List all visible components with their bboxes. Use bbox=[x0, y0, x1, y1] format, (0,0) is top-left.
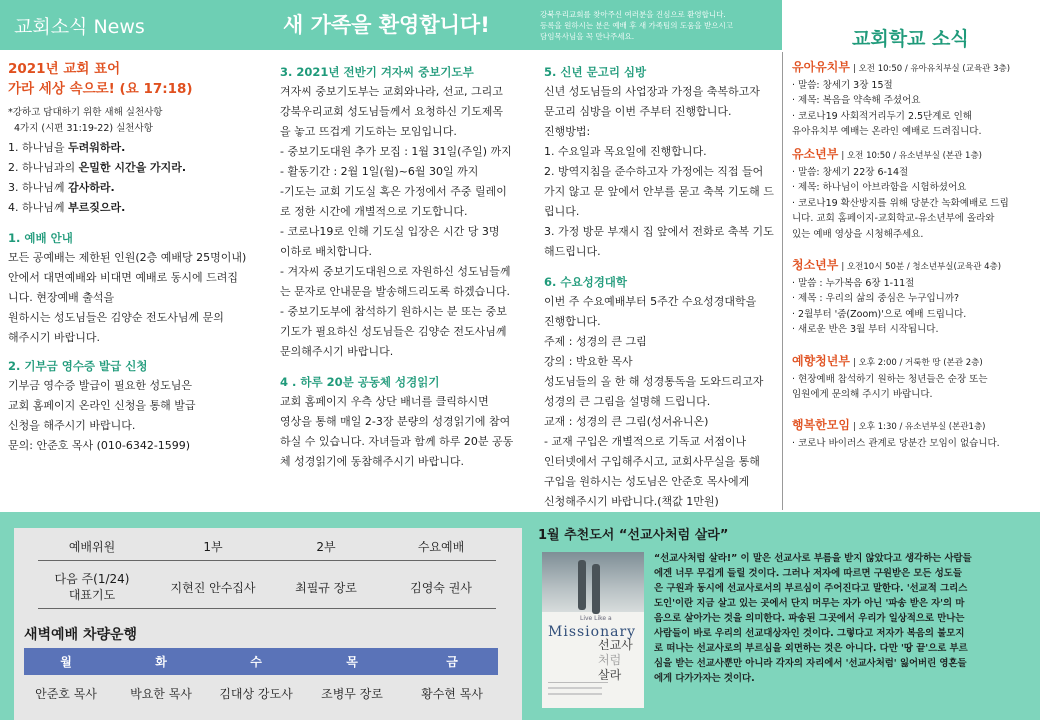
donation-receipt-title: 2. 기부금 영수증 발급 신청 bbox=[8, 359, 148, 373]
bible-college-line: 진행합니다. bbox=[544, 315, 601, 328]
dept-line: 니다. 교회 홈페이지-교회학교-유소년부에 올라와 bbox=[792, 213, 995, 225]
intercession-line: 는 문자로 안내문을 발송해드리도록 하겠습니다. bbox=[280, 285, 511, 298]
intercession-line: - 중보기도대원 추가 모집 : 1월 31일(주일) 까지 bbox=[280, 145, 512, 158]
dept-line: · 말씀: 창세기 22장 6-14절 bbox=[792, 166, 909, 178]
car-driver: 박요한 목사 bbox=[130, 687, 192, 701]
schedule-cell: 김영숙 권사 bbox=[410, 581, 472, 595]
car-driver: 황수현 목사 bbox=[421, 687, 483, 701]
car-driver: 김대상 강도사 bbox=[219, 687, 293, 701]
bible-college-line: 신청해주시기 바랍니다.(책값 1만원) bbox=[544, 495, 719, 508]
new-year-visit-line: 1. 수요일과 목요일에 진행합니다. bbox=[544, 145, 707, 158]
car-day: 화 bbox=[155, 655, 167, 669]
dept-line: · 새로운 반은 3월 부터 시작됩니다. bbox=[792, 324, 939, 336]
book-text-line: 로 떠나는 선교사로의 부르심을 외면하는 것은 아니다. 다만 '땅 끝'으로 부르 bbox=[654, 643, 968, 654]
dept-line: · 제목: 복음을 약속해 주셨어요 bbox=[792, 95, 921, 107]
dept-name: 예향청년부 bbox=[792, 354, 850, 368]
schedule-header bbox=[14, 538, 522, 556]
intercession-line: - 겨자씨 중보기도대원으로 자원하신 성도님들께 bbox=[280, 265, 511, 278]
schedule-cell: 지현진 안수집사 bbox=[170, 581, 256, 595]
cover-figure bbox=[592, 564, 600, 614]
dawn-car-title: 새벽예배 차량운행 bbox=[24, 627, 138, 643]
dept-line: · 코로나19 사회적거리두기 2.5단계로 인해 bbox=[792, 110, 972, 122]
book-text-line: 에겐 너무 무겁게 들릴 것이다. 그러나 저자에 따르면 구원받은 모든 성도들 bbox=[654, 568, 962, 579]
new-year-visit-line: 진행방법: bbox=[544, 125, 591, 138]
dept-name: 행복한모임 bbox=[792, 418, 850, 432]
dept-line: · 말씀: 창세기 3장 15절 bbox=[792, 79, 893, 91]
school-kindergarten bbox=[792, 60, 1040, 140]
column-3 bbox=[544, 62, 780, 512]
dept-line: 임원에게 문의해 주시기 바랍니다. bbox=[792, 389, 933, 401]
intercession-line: -기도는 교회 기도실 혹은 가정에서 주중 릴레이 bbox=[280, 185, 507, 198]
schedule-header-cell: 1부 bbox=[203, 540, 223, 554]
cover-footer bbox=[548, 682, 608, 700]
intercession-line: 을 놓고 뜨겁게 기도하는 모임입니다. bbox=[280, 125, 457, 138]
car-driver: 조병무 장로 bbox=[321, 687, 383, 701]
intercession-line: 기도가 필요하신 성도님들은 김양순 전도사님께 bbox=[280, 325, 507, 338]
worship-guide-title: 1. 예배 안내 bbox=[8, 231, 73, 245]
dept-meta: | 오전10시 50분 / 청소년부실(교육관 4층) bbox=[841, 262, 1002, 272]
dept-meta: | 오후 1:30 / 유소년부실 (본관1층) bbox=[853, 422, 986, 432]
bible-reading-line: 하실 수 있습니다. 자녀들과 함께 하루 20분 공동 bbox=[280, 435, 514, 448]
bible-college-line: 성경의 큰 그림을 설명해 드립니다. bbox=[544, 395, 711, 408]
dept-line: 유아유치부 예배는 온라인 예배로 드려집니다. bbox=[792, 126, 982, 138]
bible-reading-line: 체 성경읽기에 동참해주시기 바랍니다. bbox=[280, 455, 465, 468]
bible-college-line: 강의 : 박요한 목사 bbox=[544, 355, 633, 368]
school-teens bbox=[792, 258, 1040, 338]
car-day: 월 bbox=[60, 655, 72, 669]
book-text-line: 음으로 살아가는 것을 의미한다. 파송된 그곳에서 우리가 일상적으로 만나는 bbox=[654, 613, 965, 624]
bible-college-line: 주제 : 성경의 큰 그림 bbox=[544, 335, 647, 348]
worship-guide-line: 모든 공예배는 제한된 인원(2층 예배당 25명이내) bbox=[8, 251, 247, 264]
bible-college-line: 구입을 원하시는 성도님은 안준호 목사에게 bbox=[544, 475, 750, 488]
dept-line: 있는 예배 영상을 시청해주세요. bbox=[792, 228, 924, 240]
book-text-line: “선교사처럼 살라!” 이 말은 선교사로 부름을 받지 않았다고 생각하는 사람들 bbox=[654, 553, 972, 564]
welcome-title: 새 가족을 환영합니다! bbox=[283, 13, 490, 37]
dept-line: · 제목: 하나님이 아브라함을 시험하셨어요 bbox=[792, 182, 967, 194]
book-text-line: 사람들이 바로 우리의 선교대상자인 것이다. 그렇다고 저자가 복음의 불모지 bbox=[654, 628, 965, 639]
practice-note: *강하고 담대하기 위한 새해 실천사항 bbox=[8, 107, 163, 118]
schedule-header-cell: 2부 bbox=[316, 540, 336, 554]
schedule-row-label: 다음 주(1/24) 대표기도 bbox=[54, 572, 130, 602]
dept-line: · 코로나19 확산방지를 위해 당분간 녹화예배로 드립 bbox=[792, 197, 1009, 209]
bible-college-line: 성도님들의 올 한 해 성경통독을 도와드리고자 bbox=[544, 375, 764, 388]
practice-item: 3. 하나님께 감사하라. bbox=[8, 181, 115, 194]
donation-receipt-line: 문의: 안준호 목사 (010-6342-1599) bbox=[8, 439, 191, 452]
car-day: 금 bbox=[446, 655, 458, 669]
intercession-line: 로 정한 시간에 개별적으로 기도합니다. bbox=[280, 205, 468, 218]
new-year-visit-line: 2. 방역지침을 준수하고자 가정에는 직접 들어 bbox=[544, 165, 764, 178]
bible-reading-title: 4 . 하루 20분 공동체 성경읽기 bbox=[280, 375, 440, 389]
intercession-line: - 활동기간 : 2월 1일(월)~6월 30일 까지 bbox=[280, 165, 479, 178]
school-youth bbox=[792, 147, 1040, 243]
column-2 bbox=[280, 62, 534, 472]
dept-meta: | 오전 10:50 / 유소년부실 (본관 1층) bbox=[841, 151, 982, 161]
book-cover-image bbox=[542, 552, 644, 708]
practice-item: 2. 하나님과의 은밀한 시간을 가지라. bbox=[8, 161, 187, 174]
motto-text: 가라 세상 속으로! (요 17:18) bbox=[8, 81, 193, 97]
bible-college-line: - 교재 구입은 개별적으로 기독교 서점이나 bbox=[544, 435, 747, 448]
intercession-line: 겨자씨 중보기도부는 교회와나라, 선교, 그리고 bbox=[280, 85, 503, 98]
schedule-rule bbox=[38, 560, 496, 561]
donation-receipt-line: 신청을 해주시기 바랍니다. bbox=[8, 419, 136, 432]
worship-guide-line: 안에서 대면예배와 비대면 예배로 동시에 드려집 bbox=[8, 271, 239, 284]
book-text-line: 은 구원과 동시에 선교사로서의 부르심이 주어진다고 말한다. '선교적 그리스 bbox=[654, 583, 968, 594]
book-text-line: 심을 받는 선교사뿐만 아니라 각자의 자리에서 '선교사처럼' 잃어버린 영혼들 bbox=[654, 658, 967, 669]
worship-guide-line: 해주시기 바랍니다. bbox=[8, 331, 101, 344]
dept-name: 유아유치부 bbox=[792, 60, 850, 74]
car-day: 수 bbox=[250, 655, 262, 669]
schedule-rule bbox=[38, 608, 496, 609]
new-year-visit-line: 문고리 심방을 이번 주부터 진행합니다. bbox=[544, 105, 732, 118]
dept-line: · 제목 : 우리의 삶의 중심은 누구입니까? bbox=[792, 293, 960, 305]
welcome-note: 강북우리교회를 찾아주신 여러분을 진심으로 환영합니다. 등록을 원하시는 분은 예배 후 새 가족팀의 도움을 받으시고 담임목사님을 꼭 만나주세요. bbox=[540, 10, 733, 41]
column-divider bbox=[782, 52, 783, 510]
cover-figure bbox=[578, 560, 586, 610]
schedule-header-cell: 예배위원 bbox=[68, 540, 116, 554]
school-news-title: 교회학교 소식 bbox=[852, 28, 969, 50]
new-year-visit-line: 해드립니다. bbox=[544, 245, 601, 258]
schedule-header-cell: 수요예배 bbox=[417, 540, 465, 554]
bible-reading-line: 교회 홈페이지 우측 상단 배너를 클릭하시면 bbox=[280, 395, 489, 408]
book-text-line: 에게 다가가자는 것이다. bbox=[654, 673, 755, 684]
new-year-visit-line: 신년 성도님들의 사업장과 가정을 축복하고자 bbox=[544, 85, 760, 98]
column-1 bbox=[8, 60, 274, 456]
header-bar bbox=[0, 0, 782, 50]
practice-item: 4. 하나님께 부르짖으라. bbox=[8, 201, 126, 214]
car-days-header bbox=[24, 648, 498, 675]
dept-meta: | 오전 10:50 / 유아유치부실 (교육관 3층) bbox=[853, 64, 1011, 74]
cover-title-kr: 선교사 처럼 살라 bbox=[598, 638, 633, 682]
intercession-line: 이하로 배치합니다. bbox=[280, 245, 373, 258]
intercession-line: 강북우리교회 성도님들께서 요청하신 기도제목 bbox=[280, 105, 504, 118]
bible-reading-line: 영상을 통해 매일 2-3장 분량의 성경읽기에 참여 bbox=[280, 415, 511, 428]
worship-guide-line: 원하시는 성도님들은 김양순 전도사님께 문의 bbox=[8, 311, 224, 324]
intercession-line: - 중보기도부에 참석하기 원하시는 분 또는 중보 bbox=[280, 305, 507, 318]
bible-college-line: 교재 : 성경의 큰 그림(성서유니온) bbox=[544, 415, 709, 428]
book-title: 1월 추천도서 “선교사처럼 살라” bbox=[538, 528, 729, 543]
dept-line: · 2월부터 '줌(Zoom)'으로 예배 드립니다. bbox=[792, 308, 967, 320]
schedule-cell: 최필규 장로 bbox=[295, 581, 357, 595]
book-text-line: 도인'이란 지금 살고 있는 곳에서 단지 머무는 자가 아닌 '파송 받은 자'의 마 bbox=[654, 598, 965, 609]
dept-name: 청소년부 bbox=[792, 258, 839, 272]
practice-item: 1. 하나님을 두려워하라. bbox=[8, 141, 126, 154]
church-news-title: 교회소식 News bbox=[14, 16, 145, 38]
intercession-title: 3. 2021년 전반기 겨자씨 중보기도부 bbox=[280, 65, 474, 79]
donation-receipt-line: 교회 홈페이지 온라인 신청을 통해 발급 bbox=[8, 399, 196, 412]
school-young-adults bbox=[792, 354, 1040, 403]
dept-line: · 코로나 바이러스 관계로 당분간 모임이 없습니다. bbox=[792, 437, 1000, 449]
bible-college-line: 이번 주 수요예배부터 5주간 수요성경대학을 bbox=[544, 295, 757, 308]
worship-guide-line: 니다. 현장예배 출석을 bbox=[8, 291, 115, 304]
car-day: 목 bbox=[346, 655, 358, 669]
dept-name: 유소년부 bbox=[792, 147, 839, 161]
new-year-visit-line: 3. 가정 방문 부재시 집 앞에서 전화로 축복 기도 bbox=[544, 225, 774, 238]
book-description bbox=[654, 551, 1032, 686]
new-year-visit-title: 5. 신년 문고리 심방 bbox=[544, 65, 647, 79]
car-driver: 안준호 목사 bbox=[35, 687, 97, 701]
new-year-visit-line: 립니다. bbox=[544, 205, 580, 218]
cover-title-en: Missionary bbox=[548, 624, 637, 640]
intercession-line: - 코로나19로 인해 기도실 입장은 시간 당 3명 bbox=[280, 225, 500, 238]
motto-year: 2021년 교회 표어 bbox=[8, 61, 121, 77]
donation-receipt-line: 기부금 영수증 발급이 필요한 성도님은 bbox=[8, 379, 193, 392]
intercession-line: 문의해주시기 바랍니다. bbox=[280, 345, 394, 358]
school-happy-meeting bbox=[792, 418, 1040, 451]
wednesday-bible-college-title: 6. 수요성경대학 bbox=[544, 275, 628, 289]
dept-meta: | 오후 2:00 / 거룩한 땅 (본관 2층) bbox=[853, 358, 983, 368]
new-year-visit-line: 가지 않고 문 앞에서 안부를 묻고 축복 기도해 드 bbox=[544, 185, 774, 198]
bible-college-line: 인터넷에서 구입해주시고, 교회사무실을 통해 bbox=[544, 455, 760, 468]
dept-line: · 현장예배 참석하기 원하는 청년들은 순장 또는 bbox=[792, 373, 988, 385]
cover-subtitle: Live Like a bbox=[580, 615, 612, 622]
dept-line: · 말씀 : 누가복음 6장 1-11절 bbox=[792, 277, 915, 289]
practice-note-2: 4가지 (시편 31:19-22) 실천사항 bbox=[14, 123, 153, 134]
